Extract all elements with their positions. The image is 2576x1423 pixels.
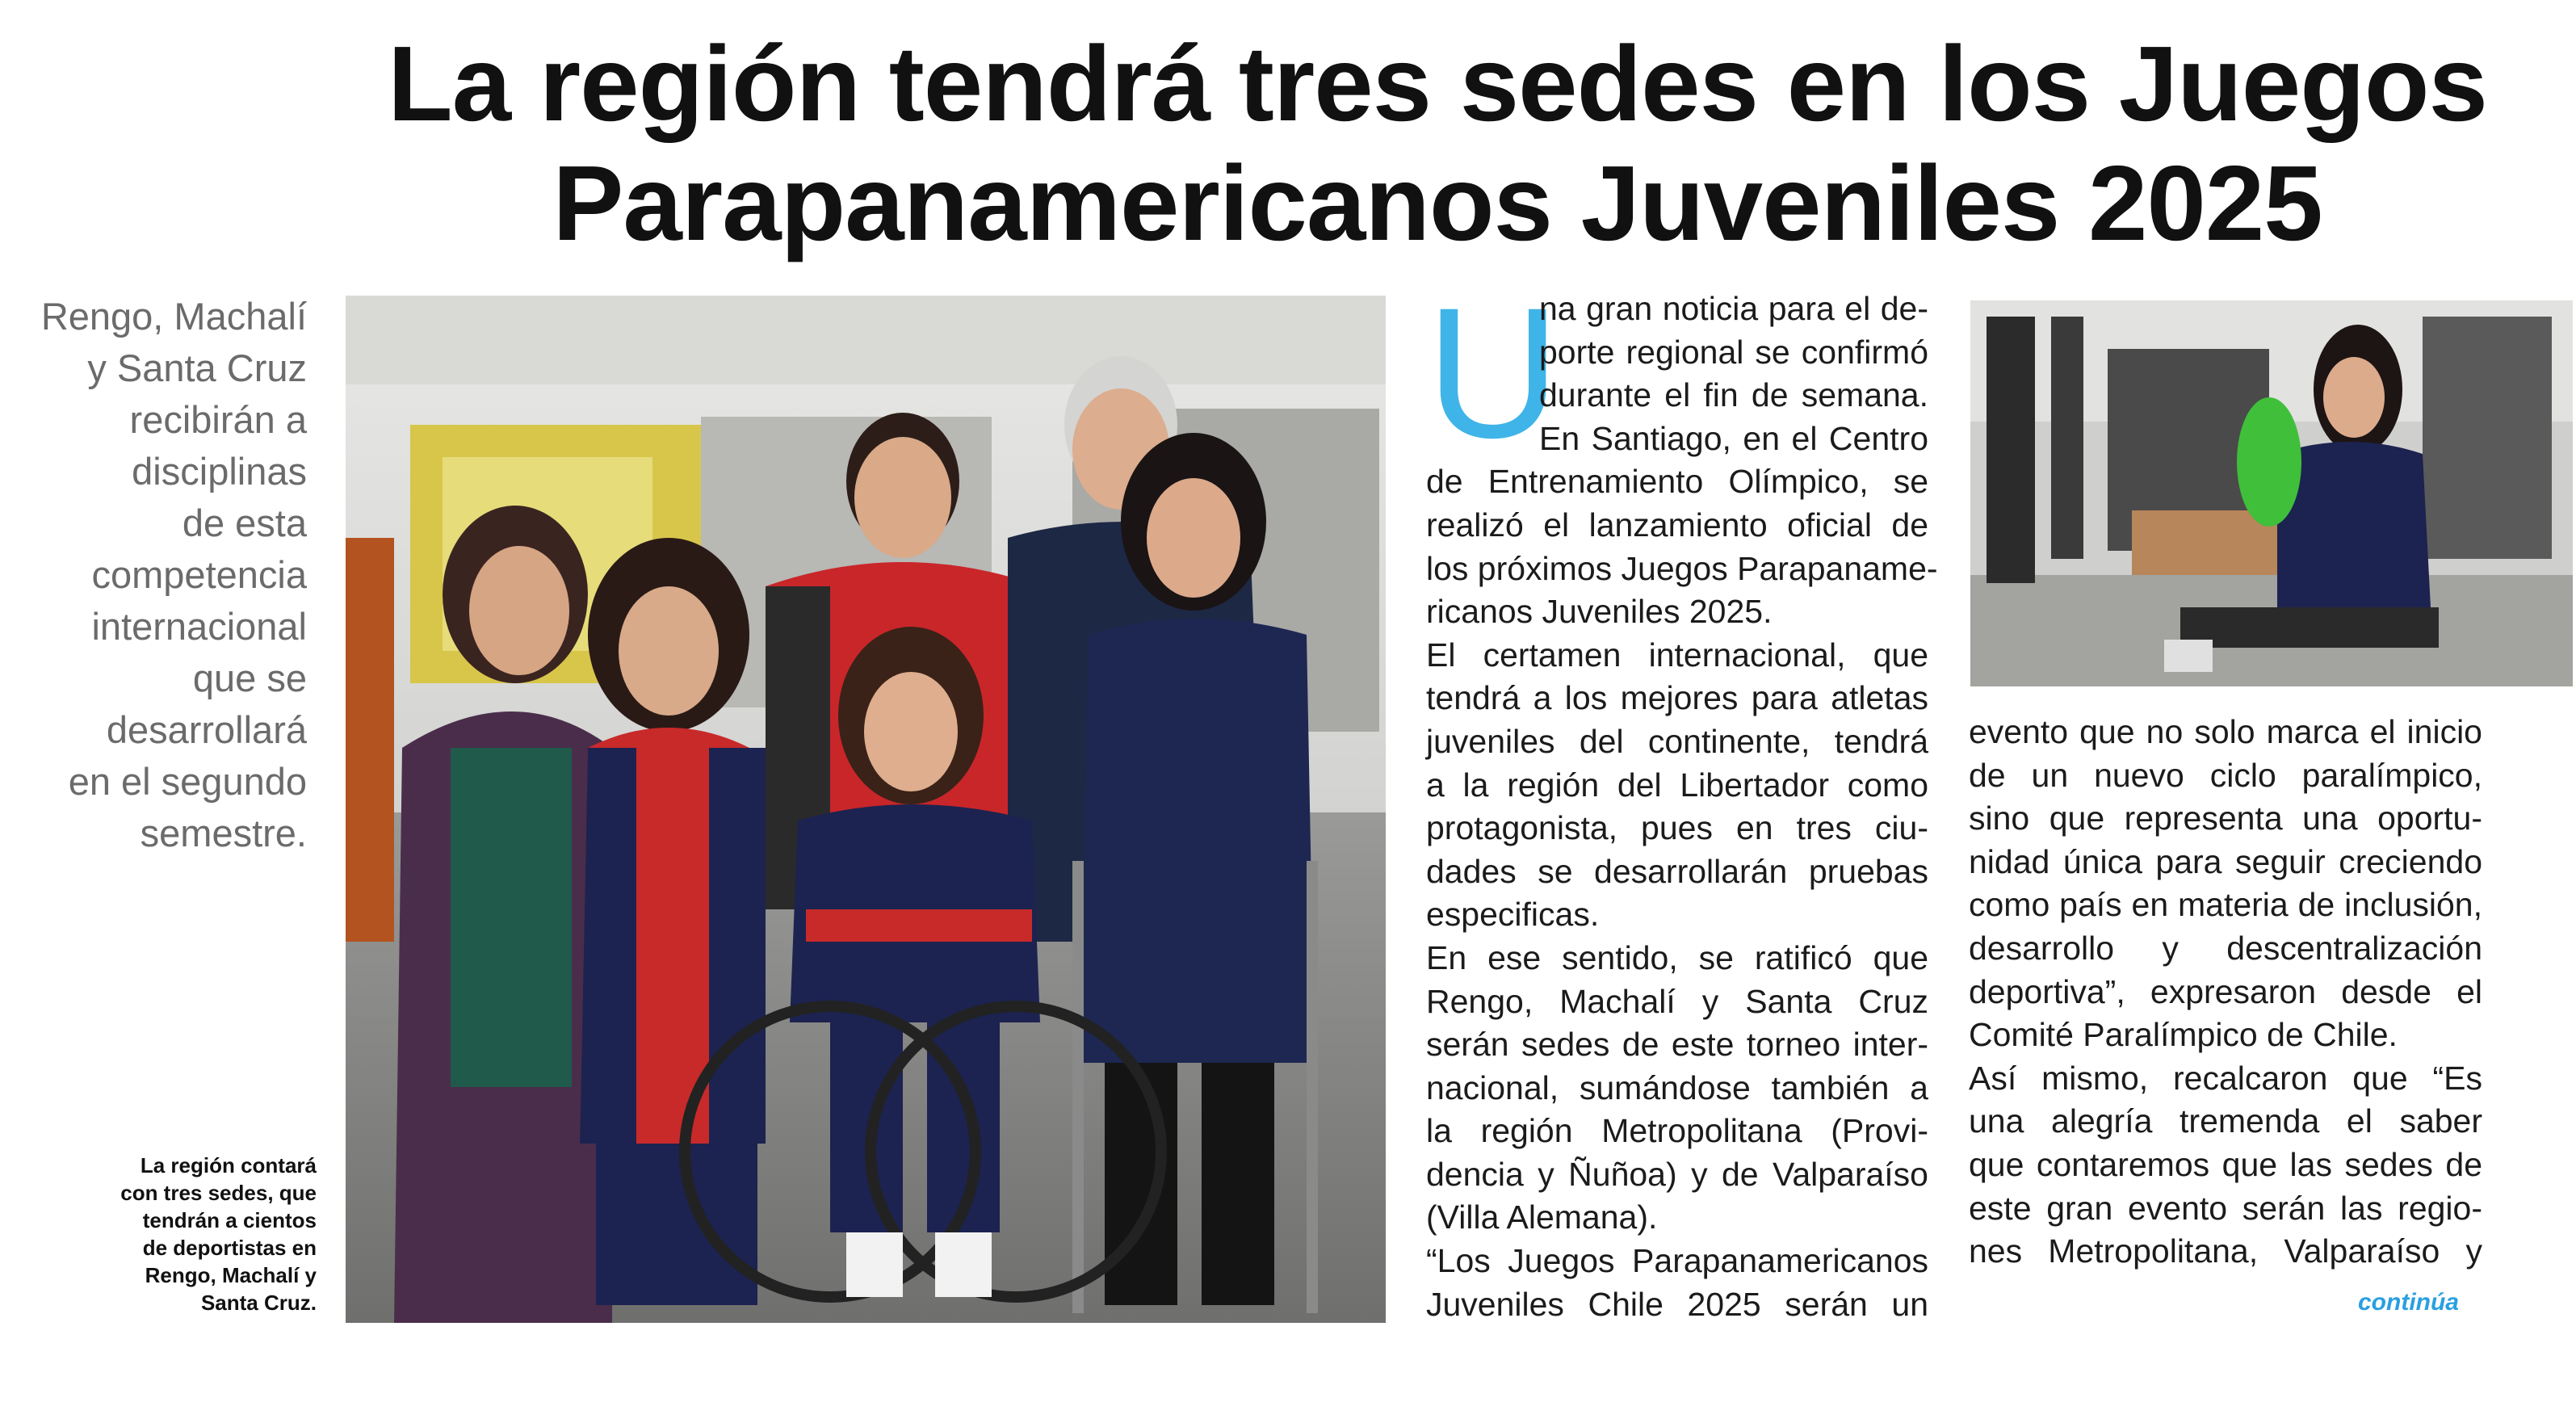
- body-line: Juveniles Chile 2025 serán un: [1426, 1285, 1928, 1323]
- body-line: protagonista, pues en tres ciu-: [1426, 809, 1928, 847]
- body-line: durante el fin de semana.: [1539, 376, 1928, 414]
- body-line: dades se desarrollarán pruebas: [1426, 852, 1928, 890]
- caption-line: La región contará: [140, 1153, 317, 1177]
- caption-line: tendrán a cientos: [142, 1208, 317, 1232]
- headline: [194, 24, 2576, 263]
- group-photo-illustration: [346, 296, 1386, 1323]
- body-line: como país en materia de inclusión,: [1969, 886, 2482, 924]
- body-line: la región Metropolitana (Provi-: [1426, 1112, 1928, 1150]
- caption-line: Rengo, Machalí y: [145, 1263, 317, 1287]
- continues-link[interactable]: continúa: [2358, 1289, 2459, 1316]
- caption-line: con tres sedes, que: [120, 1181, 317, 1205]
- body-line: En Santiago, en el Centro: [1539, 419, 1928, 457]
- deck-summary: [32, 291, 307, 859]
- body-line: porte regional se confirmó: [1539, 333, 1928, 371]
- body-line: serán sedes de este torneo inter-: [1426, 1026, 1928, 1064]
- body-line: evento que no solo marca el inicio: [1969, 713, 2482, 750]
- article-column-2: [1969, 711, 2482, 1274]
- body-line: ricanos Juveniles 2025.: [1426, 593, 1773, 631]
- body-line: nidad única para seguir creciendo: [1969, 842, 2482, 880]
- body-line: realizó el lanzamiento oficial de: [1426, 506, 1928, 544]
- body-line: Rengo, Machalí y Santa Cruz: [1426, 982, 1928, 1020]
- body-line: En ese sentido, se ratificó que: [1426, 938, 1928, 976]
- deck-line: recibirán a: [129, 398, 307, 441]
- deck-line: internacional: [91, 605, 307, 648]
- body-line: El certamen internacional, que: [1426, 636, 1928, 674]
- body-line: tendrá a los mejores para atletas: [1426, 679, 1928, 717]
- body-line: “Los Juegos Parapanamericanos: [1426, 1242, 1928, 1280]
- body-line: de un nuevo ciclo paralímpico,: [1969, 756, 2482, 794]
- deck-line: competencia: [91, 553, 307, 596]
- deck-line: semestre.: [140, 812, 307, 854]
- headline-line-2: Parapanamericanos Juveniles 2025: [552, 144, 2322, 262]
- side-photo: [1970, 300, 2573, 686]
- deck-line: en el segundo: [68, 760, 307, 803]
- deck-line: que se: [192, 657, 307, 699]
- body-line: especificas.: [1426, 896, 1600, 934]
- body-line: este gran evento serán las regio-: [1969, 1189, 2482, 1227]
- deck-line: Rengo, Machalí: [40, 295, 307, 338]
- photo-caption: [48, 1152, 317, 1316]
- body-line: sino que representa una oportu-: [1969, 800, 2482, 837]
- body-line: Comité Paralímpico de Chile.: [1969, 1016, 2398, 1054]
- body-line: que contaremos que las sedes de: [1969, 1145, 2482, 1183]
- body-line: una alegría tremenda el saber: [1969, 1102, 2482, 1140]
- caption-line: Santa Cruz.: [200, 1291, 317, 1315]
- body-line: dencia y Ñuñoa) y de Valparaíso: [1426, 1155, 1928, 1193]
- deck-line: disciplinas: [132, 450, 307, 493]
- deck-line: desarrollará: [106, 708, 307, 751]
- headline-line-1: La región tendrá tres sedes en los Juegos: [388, 24, 2487, 143]
- body-line: nacional, sumándose también a: [1426, 1068, 1928, 1106]
- body-line: los próximos Juegos Parapaname-: [1426, 549, 1938, 587]
- body-line: Así mismo, recalcaron que “Es: [1969, 1059, 2482, 1097]
- body-line: juveniles del continente, tendrá: [1426, 722, 1928, 760]
- body-line: desarrollo y descentralización: [1969, 929, 2482, 967]
- body-line: nes Metropolitana, Valparaíso y: [1969, 1232, 2482, 1270]
- body-line: (Villa Alemana).: [1426, 1198, 1658, 1236]
- article-column-1: [1426, 269, 1938, 1326]
- body-line: a la región del Libertador como: [1426, 766, 1928, 804]
- training-photo-illustration: [1970, 300, 2573, 686]
- deck-line: de esta: [182, 502, 307, 544]
- body-line: na gran noticia para el de-: [1539, 290, 1928, 327]
- body-line: de Entrenamiento Olímpico, se: [1426, 463, 1928, 501]
- drop-cap: U: [1426, 269, 1561, 476]
- body-line: deportiva”, expresaron desde el: [1969, 972, 2482, 1010]
- caption-line: de deportistas en: [142, 1236, 317, 1260]
- deck-line: y Santa Cruz: [87, 346, 307, 389]
- main-photo: [346, 296, 1386, 1323]
